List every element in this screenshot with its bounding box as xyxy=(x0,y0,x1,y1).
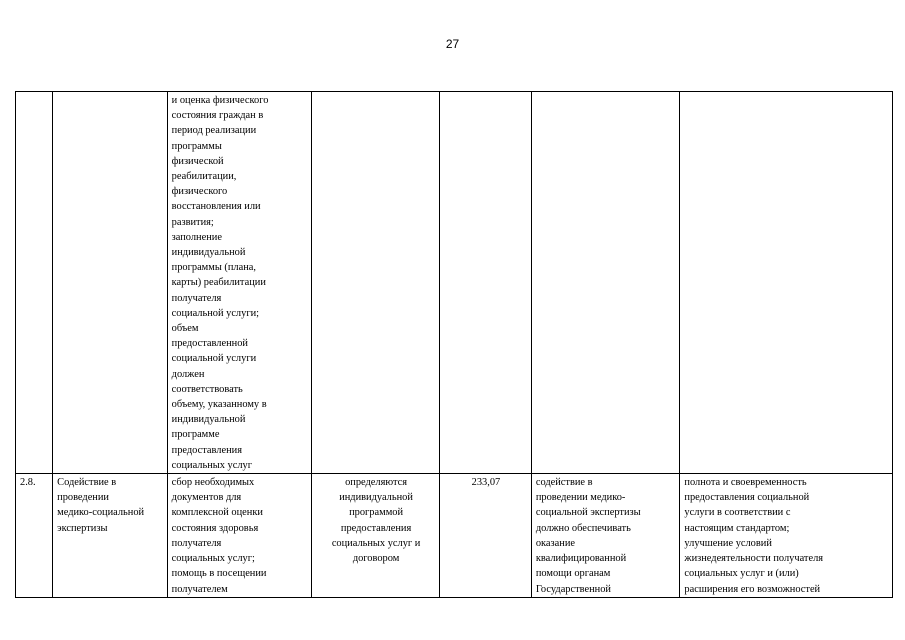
cell-text-line: настоящим стандартом; xyxy=(684,522,790,534)
cell-text-line: физической xyxy=(171,155,224,167)
cell-text-line: предоставления xyxy=(171,444,242,456)
cell-text-line: полнота и своевременность xyxy=(684,477,807,489)
cell-text-line: улучшение условий xyxy=(684,537,772,549)
cell-service-description xyxy=(167,92,311,474)
cell-text-line: программе xyxy=(171,429,220,441)
cell-text-line: объему, указанному в xyxy=(171,399,267,411)
cell-terms xyxy=(312,92,440,474)
cell-text-line: проведении xyxy=(57,492,109,504)
cell-service-name xyxy=(53,474,168,598)
cell-text-line: проведении медико- xyxy=(535,492,626,504)
cell-text-line: экспертизы xyxy=(57,522,108,534)
table-row xyxy=(16,92,893,474)
cell-text-line: социальной услуги; xyxy=(171,307,260,319)
cell-service-description xyxy=(167,474,311,598)
cell-text-line: социальной услуги xyxy=(171,353,257,365)
cell-standard xyxy=(531,474,680,598)
cell-standard xyxy=(531,92,680,474)
cell-text-line: программы xyxy=(171,140,222,152)
cell-text-line: получателем xyxy=(171,583,228,595)
cell-text-line: расширения его возможностей xyxy=(684,583,821,595)
cell-text-line: получателя xyxy=(171,537,222,549)
cell-service-name xyxy=(53,92,168,474)
cell-text-line: социальных услуг xyxy=(171,459,252,471)
cell-index: 2.8. xyxy=(16,474,53,598)
cell-text-line: реабилитации, xyxy=(171,171,237,183)
cell-text-line: документов для xyxy=(171,492,242,504)
cell-text-line: индивидуальной xyxy=(339,492,413,504)
cell-text-line: Государственной xyxy=(535,583,611,595)
cell-text-line: договором xyxy=(352,553,400,565)
cell-text-line: предоставления социальной xyxy=(684,492,810,504)
cell-text-line: состояния здоровья xyxy=(171,522,259,534)
cell-tariff: 233,07 xyxy=(440,474,532,598)
cell-quality xyxy=(680,474,893,598)
cell-text-line: индивидуальной xyxy=(171,414,246,426)
cell-text-line: индивидуальной xyxy=(171,247,246,259)
cell-quality xyxy=(680,92,893,474)
cell-text-line: получателя xyxy=(171,292,222,304)
cell-text-line: заполнение xyxy=(171,231,222,243)
cell-text-line: оказание xyxy=(535,537,575,549)
cell-text-line: предоставления xyxy=(340,522,412,534)
cell-index xyxy=(16,92,53,474)
cell-text-line: жизнедеятельности получателя xyxy=(684,553,824,565)
cell-text-line: сбор необходимых xyxy=(171,477,255,489)
cell-text-line: восстановления или xyxy=(171,201,261,213)
cell-text-line: соответствовать xyxy=(171,383,243,395)
cell-text-line: и оценка физического xyxy=(171,95,269,106)
cell-text-line: содействие в xyxy=(535,477,593,489)
cell-terms xyxy=(312,474,440,598)
cell-text-line: услуги в соответствии с xyxy=(684,507,791,519)
cell-text-line: квалифицированной xyxy=(535,553,627,565)
cell-text-line: должно обеспечивать xyxy=(535,522,631,534)
cell-text-line: программой xyxy=(349,507,404,519)
cell-text-line: период реализации xyxy=(171,125,257,137)
cell-text-line: предоставленной xyxy=(171,338,248,350)
cell-text-line: физического xyxy=(171,186,228,198)
cell-tariff xyxy=(440,92,532,474)
page-number: 27 xyxy=(445,37,460,51)
cell-text-line: программы (плана, xyxy=(171,262,256,274)
table-row xyxy=(16,474,893,598)
cell-text-line: развития; xyxy=(171,216,214,228)
cell-text-line: определяются xyxy=(345,477,408,489)
cell-text-line: помощь в посещении xyxy=(171,568,267,580)
cell-text-line: социальных услуг и xyxy=(331,537,421,549)
cell-text-line: социальных услуг; xyxy=(171,553,255,565)
cell-text-line: социальных услуг и (или) xyxy=(684,568,799,580)
cell-text-line: состояния граждан в xyxy=(171,110,264,122)
cell-text-line: Содействие в xyxy=(57,477,117,489)
cell-text-line: помощи органам xyxy=(535,568,611,580)
cell-text-line: объем xyxy=(171,323,199,335)
cell-text-line: медико-социальной xyxy=(57,507,145,519)
cell-text-line: должен xyxy=(171,368,205,380)
cell-text-line: карты) реабилитации xyxy=(171,277,266,289)
cell-text-line: социальной экспертизы xyxy=(535,507,641,519)
cell-text-line: комплексной оценки xyxy=(171,507,263,519)
services-table xyxy=(15,91,893,598)
